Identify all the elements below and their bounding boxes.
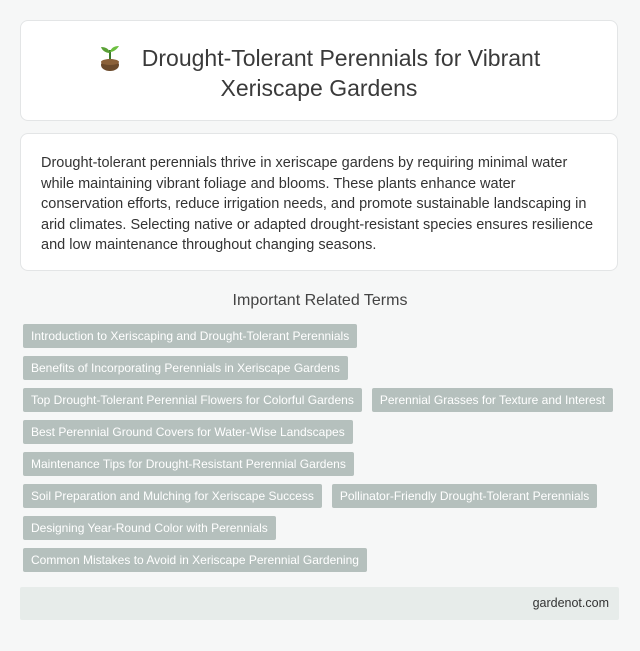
title-line-2: Xeriscape Gardens [220,75,418,101]
intro-paragraph: Drought-tolerant perennials thrive in xeriscape gardens by requiring minimal water while maintaining vibrant foliage and blooms. These plants enhance water conservation efforts, reduce irrigation needs, and promote sustainable landscaping in arid climates. Selecting native or adapted drought-resistant species ensures resilience and low maintenance throughout changing seasons. [41,155,594,253]
page-title [21,43,617,103]
related-term-tag[interactable]: Designing Year-Round Color with Perennials [23,516,276,540]
related-term-tag[interactable]: Pollinator-Friendly Drought-Tolerant Perennials [332,484,597,508]
related-term-tag[interactable]: Perennial Grasses for Texture and Interest [372,388,613,412]
intro-card [20,133,618,271]
related-term-tag[interactable]: Benefits of Incorporating Perennials in Xeriscape Gardens [23,356,348,380]
related-terms-heading: Important Related Terms [232,292,408,309]
related-term-tag[interactable]: Top Drought-Tolerant Perennial Flowers for Colorful Gardens [23,388,362,412]
related-term-tag[interactable]: Introduction to Xeriscaping and Drought-Tolerant Perennials [23,324,357,348]
seedling-icon [98,45,122,71]
related-term-tag[interactable]: Common Mistakes to Avoid in Xeriscape Perennial Gardening [23,548,367,572]
related-term-tag[interactable]: Maintenance Tips for Drought-Resistant Perennial Gardens [23,452,354,476]
related-term-tag[interactable]: Best Perennial Ground Covers for Water-Wise Landscapes [23,420,353,444]
title-line-1: Drought-Tolerant Perennials for Vibrant [141,45,541,71]
title-card [20,20,618,121]
related-terms-list [23,324,623,572]
footer-site-link[interactable]: gardenot.com [532,596,609,610]
related-term-tag[interactable]: Soil Preparation and Mulching for Xeriscape Success [23,484,322,508]
footer [20,587,619,620]
